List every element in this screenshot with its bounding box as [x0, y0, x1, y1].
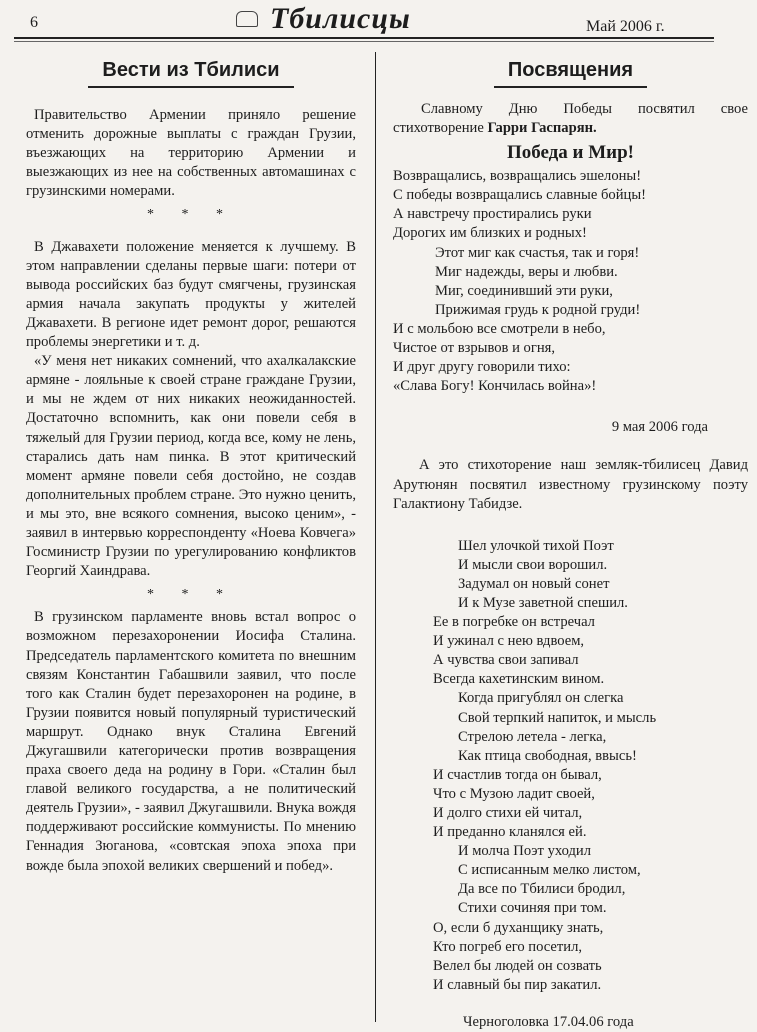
poem-line: И с мольбою все смотрели в небо, — [393, 320, 606, 337]
right-column — [393, 56, 748, 1032]
separator-stars: * * * — [147, 587, 235, 603]
poem-line: «Слава Богу! Кончилась война»! — [393, 378, 597, 395]
poem-victory — [393, 167, 748, 396]
poem-line: И к Музе заветной спешил. — [458, 594, 628, 611]
poem-line: Да все по Тбилиси бродил, — [458, 881, 626, 898]
poem-line: Ее в погребке он встречал — [433, 614, 595, 631]
poem-line: Шел улочкой тихой Поэт — [458, 537, 614, 554]
poem-line: Велел бы людей он созвать — [433, 957, 602, 974]
poem-line: Чистое от взрывов и огня, — [393, 340, 555, 357]
second-poem-intro: А это стихоторение наш земляк-тбилисец Давид Арутюнян посвятил известному грузинскому поэту Галактиону Табидзе. — [393, 457, 748, 512]
poem-line: Задумал он новый сонет — [458, 575, 610, 592]
poem-title: Победа и Мир! — [506, 142, 635, 164]
poem-line: Дорогих им близких и родных! — [393, 225, 587, 242]
page-header — [0, 0, 757, 44]
poem-line: И долго стихи ей читал, — [433, 805, 583, 821]
section-title-dedications: Посвящения — [393, 56, 748, 88]
newspaper-masthead: Тбилисцы — [270, 2, 411, 35]
separator-stars: * * * — [147, 207, 235, 223]
poem-date: 9 мая 2006 года — [611, 419, 708, 436]
poem-line: Стихи сочиняя при том. — [458, 900, 607, 917]
news-paragraph: «У меня нет никаких сомнений, что ахалкалакские армяне - лояльные к своей стране граждане Грузии, и мы не ждем от них никаких неожиданностей. Достаточно вспомнить, как они повели себя в тяжелый для Грузии период, когда все, кому не лень, старались дать нам пинка. В этот критический момент армяне повели себя достойно, не создав дополнительных проблем стране. Это нужно ценить, и мы это, вне всякого сомнения, высоко ценим», - заявил в интервью корреспонденту «Ноева Ковчега» Госминистр Грузии по урегулированию конфликтов Георгий Хаиндрава. — [26, 353, 356, 580]
poem-line: Что с Музою ладит своей, — [433, 785, 595, 802]
column-divider — [375, 52, 376, 1022]
dedication-intro: Славному Дню Победы посвятил свое стихотворение Гарри Гаспарян. — [393, 101, 748, 137]
poem-line: Всегда кахетинским вином. — [433, 671, 605, 688]
poem-line: Возвращались, возвращались эшелоны! — [393, 168, 642, 185]
poem-line: А навстречу простирались руки — [393, 206, 592, 223]
poem-line: Как птица свободная, ввысь! — [458, 747, 637, 764]
poem-line: И друг другу говорили тихо: — [393, 359, 571, 376]
poem-signature: Черноголовка 17.04.06 года — [463, 1013, 634, 1030]
poem-galaktion — [393, 537, 748, 995]
poem-line: Прижимая грудь к родной груди! — [435, 301, 641, 318]
crown-icon — [236, 11, 258, 27]
poem-author: Гарри Гаспарян. — [487, 120, 597, 137]
poem-line: И молча Поэт уходил — [458, 843, 592, 860]
poem-line: Этот миг как счастья, так и горя! — [435, 244, 640, 261]
header-rule — [14, 37, 714, 39]
issue-date: Май 2006 г. — [586, 18, 665, 35]
poem-line: И славный бы пир закатил. — [433, 976, 602, 993]
poem-line: Миг, соединивший эти руки, — [435, 282, 613, 299]
poem-line: Когда пригублял он слегка — [458, 690, 624, 707]
page-number: 6 — [30, 14, 38, 31]
poem-line: Стрелою летела - легка, — [458, 728, 607, 745]
poem-line: Свой терпкий напиток, и мысль — [458, 709, 657, 726]
poem-line: И преданно кланялся ей. — [433, 824, 587, 841]
poem-line: С исписанным мелко листом, — [458, 862, 641, 879]
news-paragraph: Правительство Армении приняло решение отменить дорожные выплаты с граждан Грузии, въезжающих на территорию Армении и выезжающих из нее на собственных автомашинах с грузинскими номерами. — [26, 107, 356, 200]
header-rule-thin — [14, 41, 714, 42]
poem-line: А чувства свои запивал — [433, 652, 579, 669]
poem-line: С победы возвращались славные бойцы! — [393, 187, 646, 204]
news-paragraph: В Джавахети положение меняется к лучшему. В этом направлении сделаны первые шаги: потери от вывода российских баз будут смягчены, грузинская армия начала закупать продукты у жителей Джавахети. В регионе идет ремонт дорог, решаются проблемы энергетики и т. д. — [26, 238, 356, 351]
news-paragraph: В грузинском парламенте вновь встал вопрос о возможном перезахоронении Иосифа Сталина. Председатель парламентского комитета по внешним связям Константин Габашвили заявил, что после того как Сталин будет перезахоронен на родине, в Грузии появится новый популярный туристический маршрут. Однако внук Сталина Евгений Джугашвили категорически против возвращения праха своего деда на родину в Гори. «Сталин был главой великого государства, а не политический деятель Грузии», - заявил Джугашвили. Внука вождя поддерживают российские коммунисты. По мнению Геннадия Зюганова, «совтская эпоха эпоха при вожде была эпохой великих свершений и побед». — [26, 609, 356, 874]
poem-line: Миг надежды, веры и любви. — [435, 263, 618, 280]
poem-line: И мысли свои ворошил. — [458, 556, 608, 573]
section-title-news: Вести из Тбилиси — [26, 56, 356, 88]
poem-line: Кто погреб его посетил, — [433, 938, 583, 955]
poem-line: И счастлив тогда он бывал, — [433, 766, 602, 783]
poem-line: О, если б духанщику знать, — [433, 919, 604, 936]
left-column — [26, 56, 356, 876]
poem-line: И ужинал с нею вдвоем, — [433, 633, 585, 650]
